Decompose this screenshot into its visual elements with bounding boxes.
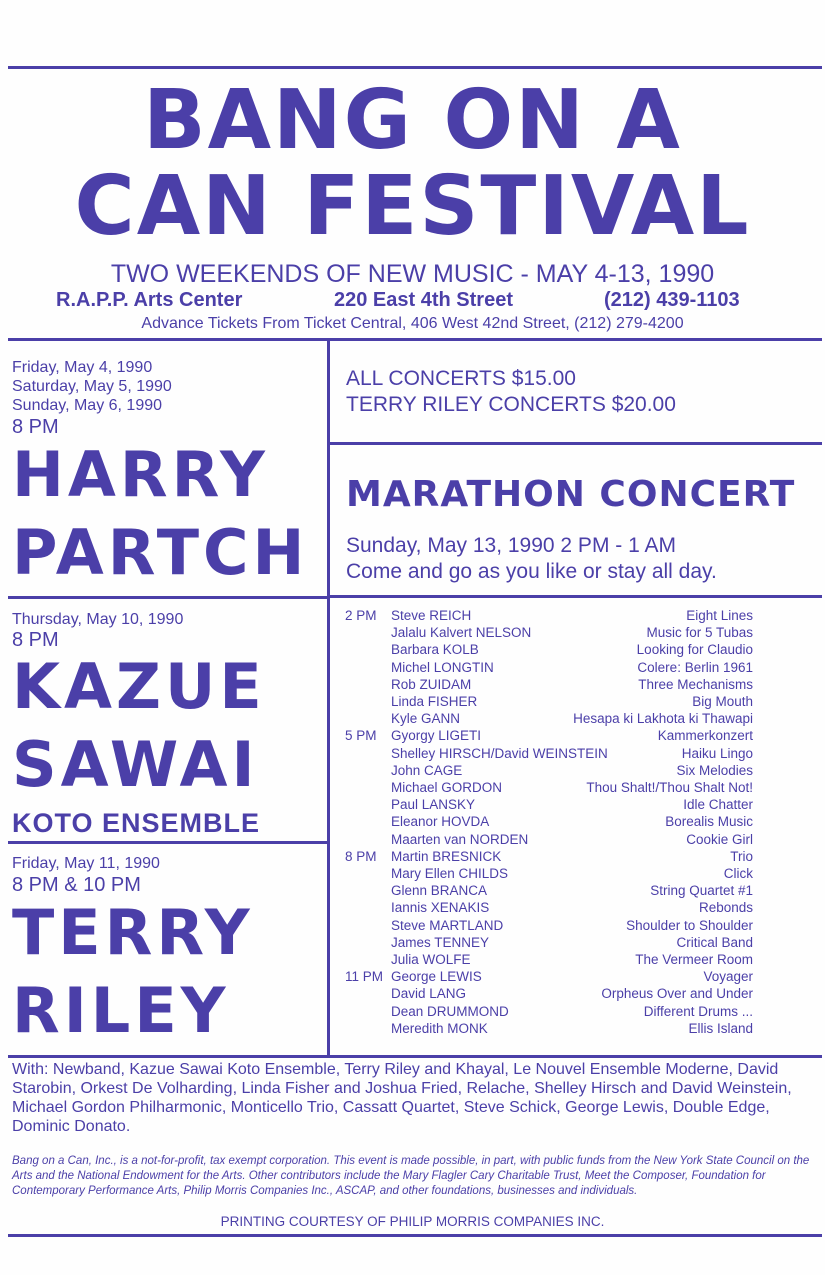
program-row xyxy=(345,900,755,917)
program-work: Rebonds xyxy=(698,900,753,916)
price-all-concerts: ALL CONCERTS $15.00 xyxy=(346,367,576,390)
festival-title-line1: BANG ON A xyxy=(143,73,682,168)
program-work: String Quartet #1 xyxy=(650,883,753,899)
program-work: Cookie Girl xyxy=(686,831,753,847)
program-work: Big Mouth xyxy=(692,694,753,709)
sawai-ensemble: KOTO ENSEMBLE xyxy=(12,808,261,838)
program-composer: Rob ZUIDAM xyxy=(391,676,472,692)
program-row xyxy=(345,986,755,1003)
program-composer: Barbara KOLB xyxy=(391,642,479,658)
venue-phone: (212) 439-1103 xyxy=(604,289,740,311)
sawai-time: 8 PM xyxy=(12,629,59,651)
program-composer: Michel LONGTIN xyxy=(391,659,494,675)
program-time: 8 PM xyxy=(345,848,377,864)
program-composer: Jalalu Kalvert NELSON xyxy=(391,625,532,641)
marathon-rule xyxy=(329,595,822,598)
program-work: Kammerkonzert xyxy=(657,728,753,744)
program-composer: Gyorgy LIGETI xyxy=(391,728,482,744)
printing-credit: PRINTING COURTESY OF PHILIP MORRIS COMPANIES INC. xyxy=(220,1214,605,1229)
program-work: Click xyxy=(723,866,753,881)
program-work: Eight Lines xyxy=(686,608,753,623)
program-composer: Mary Ellen CHILDS xyxy=(391,866,509,881)
program-work: Colere: Berlin 1961 xyxy=(637,659,753,675)
left-rule-1 xyxy=(8,596,328,599)
program-work: Ellis Island xyxy=(688,1020,753,1036)
program-time: 11 PM xyxy=(345,969,384,985)
program-row xyxy=(345,608,755,625)
program-work: Critical Band xyxy=(676,934,753,950)
program-row xyxy=(345,797,755,814)
riley-name-first: TERRY xyxy=(12,896,254,969)
program-composer: Martin BRESNICK xyxy=(391,848,502,864)
credits-text: Bang on a Can, Inc., is a not-for-profit, tax exempt corporation. This event is made possible, in part, with public funds from the New York State Council on the Arts and the National Endowment for the Arts. Other contributors include the Mary Flagler Cary Charitable Trust, Meet the Composer, Foundation for Contemporary Performance Arts, Philip Morris Companies Inc., ASCAP, and other foundations, businesses and individuals. xyxy=(12,1155,810,1197)
riley-name-last: RILEY xyxy=(12,974,230,1047)
partch-date-3: Sunday, May 6, 1990 xyxy=(12,397,163,414)
program-composer: Steve REICH xyxy=(391,608,472,623)
footer-bottom-rule xyxy=(8,1234,822,1237)
column-divider xyxy=(327,340,330,1055)
program-composer: Paul LANSKY xyxy=(391,797,476,813)
program-composer: Linda FISHER xyxy=(391,694,478,709)
program-row xyxy=(345,849,755,866)
prices-bottom-rule xyxy=(329,442,822,445)
program-row xyxy=(345,952,755,969)
program-composer: Steve MARTLAND xyxy=(391,917,504,933)
partch-time: 8 PM xyxy=(12,416,59,438)
partch-date-2: Saturday, May 5, 1990 xyxy=(12,378,172,395)
sawai-name-last: SAWAI xyxy=(12,728,259,801)
partch-name-last: PARTCH xyxy=(12,516,309,589)
riley-time: 8 PM & 10 PM xyxy=(12,874,141,896)
program-work: Shoulder to Shoulder xyxy=(626,917,753,933)
sawai-name-first: KAZUE xyxy=(12,650,266,723)
festival-subtitle: TWO WEEKENDS OF NEW MUSIC - MAY 4-13, 1990 xyxy=(110,260,715,288)
program-row xyxy=(345,711,755,728)
program-composer: Shelley HIRSCH/David WEINSTEIN xyxy=(391,745,608,761)
partch-date-1: Friday, May 4, 1990 xyxy=(12,359,153,376)
program-row xyxy=(345,1021,755,1038)
performers-list: With: Newband, Kazue Sawai Koto Ensemble, Terry Riley and Khayal, Le Nouvel Ensemble Moderne, David Starobin, Orkest De Volharding, Linda Fisher and Joshua Fried, Relache, Shelley Hirsch and David Weinstein, Michael Gordon Philharmonic, Monticello Trio, Cassatt Quartet, Steve Schick, George Lewis, Double Edge, Dominic Donato. xyxy=(12,1061,792,1135)
program-work: Looking for Claudio xyxy=(636,642,753,658)
program-work: Three Mechanisms xyxy=(638,676,753,692)
program-row xyxy=(345,866,755,883)
program-work: Haiku Lingo xyxy=(681,745,753,761)
program-composer: Maarten van NORDEN xyxy=(391,831,529,847)
program-composer: Meredith MONK xyxy=(391,1020,488,1036)
partch-name-first: HARRY xyxy=(12,438,269,511)
program-work: Music for 5 Tubas xyxy=(646,625,753,641)
program-row xyxy=(345,677,755,694)
program-row xyxy=(345,763,755,780)
venue-name: R.A.P.P. Arts Center xyxy=(56,289,243,311)
program-row xyxy=(345,728,755,745)
body-bottom-rule xyxy=(8,1055,822,1058)
program-time: 5 PM xyxy=(345,728,377,744)
program-row xyxy=(345,1004,755,1021)
program-row xyxy=(345,625,755,642)
program-composer: Glenn BRANCA xyxy=(391,883,488,899)
program-work: Different Drums ... xyxy=(643,1003,753,1019)
program-composer: David LANG xyxy=(391,986,467,1002)
program-composer: Kyle GANN xyxy=(391,711,461,727)
program-time: 2 PM xyxy=(345,608,377,623)
sawai-date: Thursday, May 10, 1990 xyxy=(12,611,184,628)
program-row xyxy=(345,780,755,797)
price-riley-concerts: TERRY RILEY CONCERTS $20.00 xyxy=(346,393,676,416)
header-bottom-rule xyxy=(8,338,822,341)
left-rule-2 xyxy=(8,841,328,844)
program-work: Orpheus Over and Under xyxy=(601,986,753,1002)
program-composer: Dean DRUMMOND xyxy=(391,1003,509,1019)
program-work: Borealis Music xyxy=(665,814,753,830)
venue-address: 220 East 4th Street xyxy=(334,289,513,311)
marathon-note: Come and go as you like or stay all day. xyxy=(346,560,717,583)
program-composer: John CAGE xyxy=(391,762,463,778)
program-composer: James TENNEY xyxy=(391,934,490,950)
program-row xyxy=(345,642,755,659)
program-work: Hesapa ki Lakhota ki Thawapi xyxy=(573,711,753,727)
program-composer: Eleanor HOVDA xyxy=(391,814,490,830)
program-row xyxy=(345,969,755,986)
program-row xyxy=(345,883,755,900)
program-row xyxy=(345,814,755,831)
festival-title-line2: CAN FESTIVAL xyxy=(74,159,751,254)
program-row xyxy=(345,935,755,952)
program-composer: Iannis XENAKIS xyxy=(391,900,490,916)
program-composer: George LEWIS xyxy=(391,969,482,985)
program-row xyxy=(345,694,755,711)
advance-tickets: Advance Tickets From Ticket Central, 406 West 42nd Street, (212) 279-4200 xyxy=(141,315,684,332)
program-composer: Michael GORDON xyxy=(391,780,503,795)
program-work: Six Melodies xyxy=(676,762,753,778)
program-work: Thou Shalt!/Thou Shalt Not! xyxy=(586,780,753,795)
riley-date: Friday, May 11, 1990 xyxy=(12,855,160,872)
program-composer: Julia WOLFE xyxy=(391,952,471,967)
top-rule xyxy=(8,66,822,69)
marathon-when: Sunday, May 13, 1990 2 PM - 1 AM xyxy=(346,534,676,557)
program-work: Idle Chatter xyxy=(683,797,753,813)
program-work: Voyager xyxy=(703,969,753,985)
program-row xyxy=(345,660,755,677)
program-work: Trio xyxy=(730,848,753,864)
marathon-title: MARATHON CONCERT xyxy=(346,474,796,515)
program-work: The Vermeer Room xyxy=(635,952,753,967)
program-row xyxy=(345,746,755,763)
program-row xyxy=(345,918,755,935)
program-row xyxy=(345,832,755,849)
